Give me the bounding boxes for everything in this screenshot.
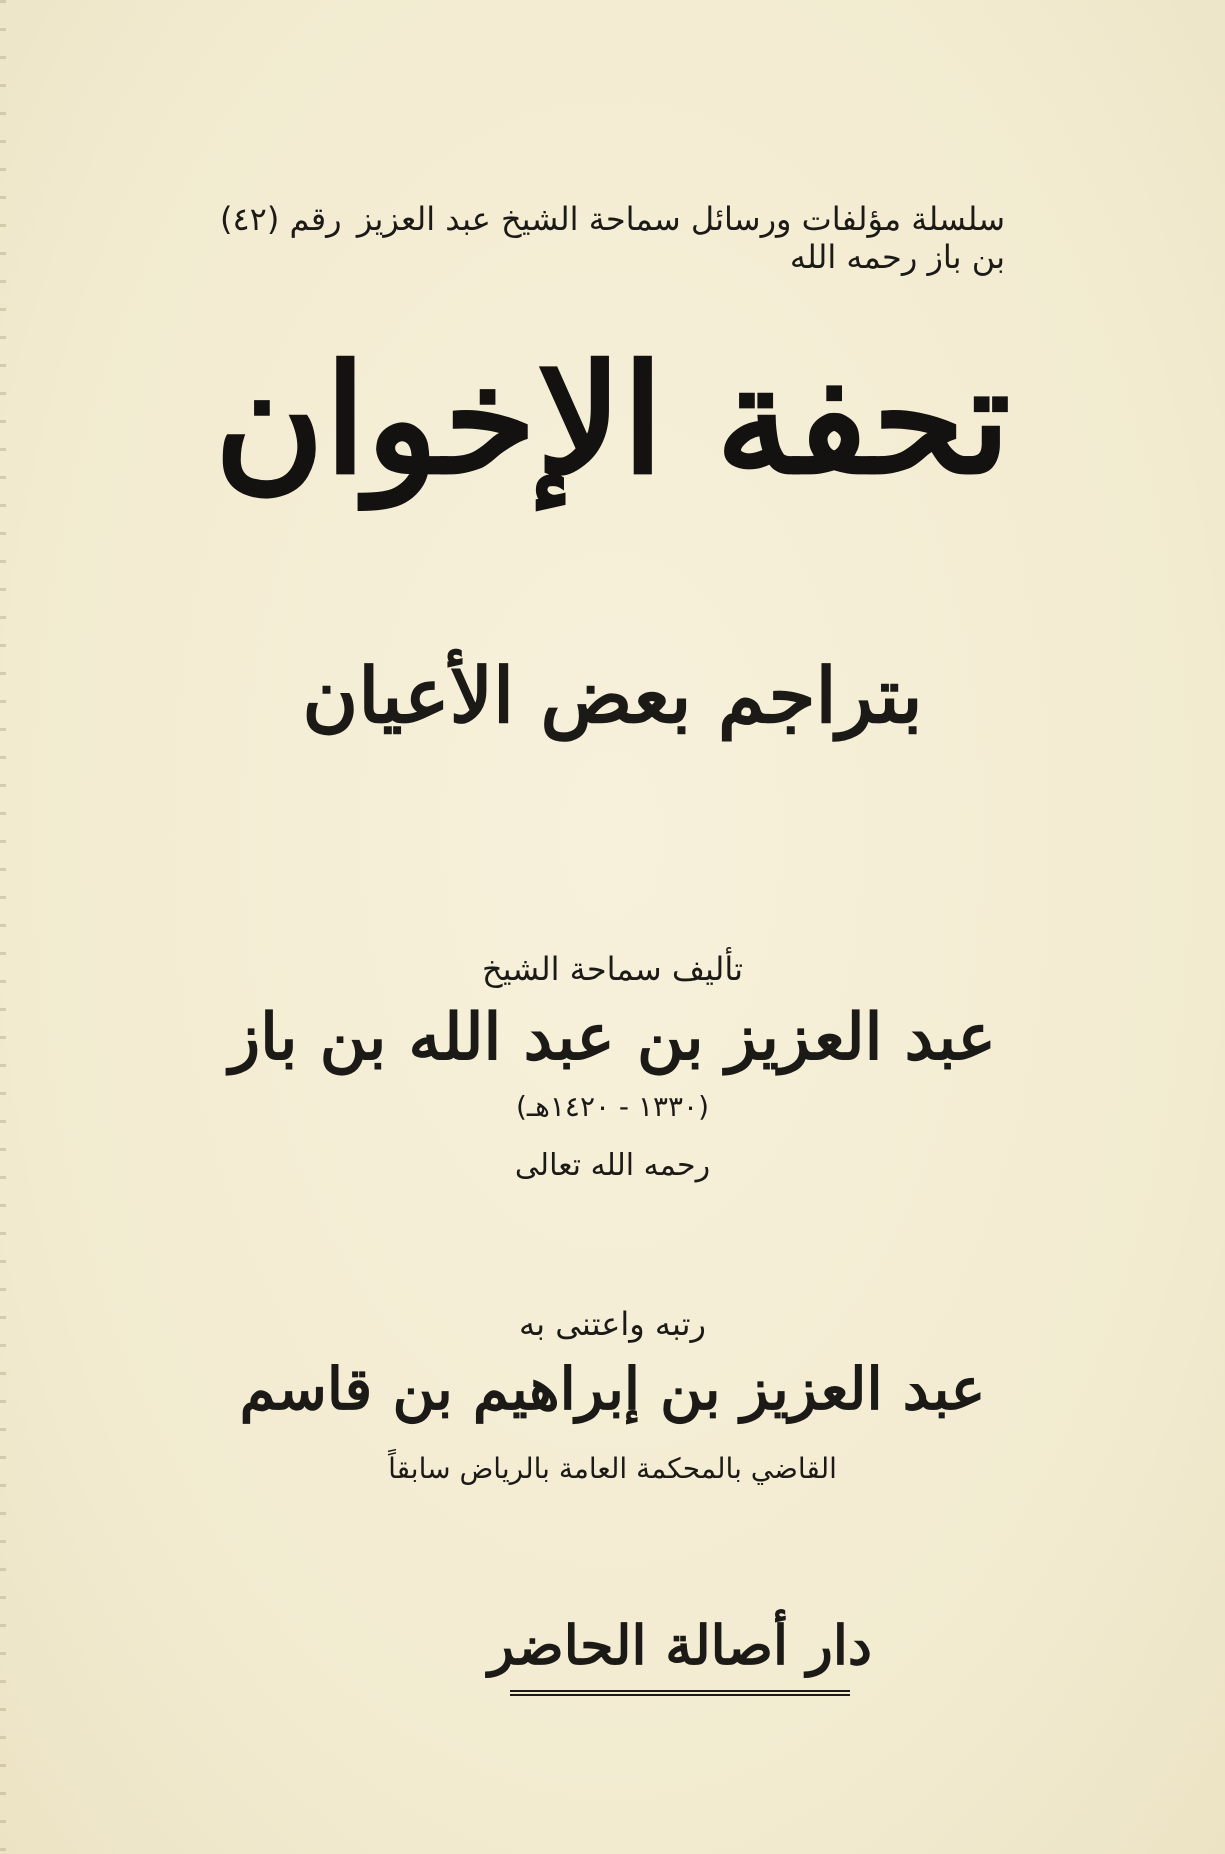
publisher-logo [488,1600,872,1696]
publisher-name: دار أصالة الحاضر [488,1613,872,1677]
editor-intro: رتبه واعتنى به [519,1305,706,1343]
editor-role: القاضي بالمحكمة العامة بالرياض سابقاً [388,1452,837,1485]
author-dates: (١٣٣٠ - ١٤٢٠هـ) [515,1090,710,1123]
series-header [220,200,1005,276]
author-intro: تأليف سماحة الشيخ [481,950,744,988]
author-prayer: رحمه الله تعالى [514,1148,711,1183]
book-title: تحفة الإخوان [214,332,1011,508]
series-title: سلسلة مؤلفات ورسائل سماحة الشيخ عبد العزيز بن باز رحمه الله [356,200,1005,276]
bleed-through-ghost [380,830,1000,940]
series-number: رقم (٤٢) [220,200,342,238]
page-edge-marks [0,0,6,1854]
author-name: عبد العزيز بن عبد الله بن باز [229,1000,996,1075]
editor-name: عبد العزيز بن إبراهيم بن قاسم [239,1355,986,1423]
book-subtitle: بتراجم بعض الأعيان [302,651,923,740]
